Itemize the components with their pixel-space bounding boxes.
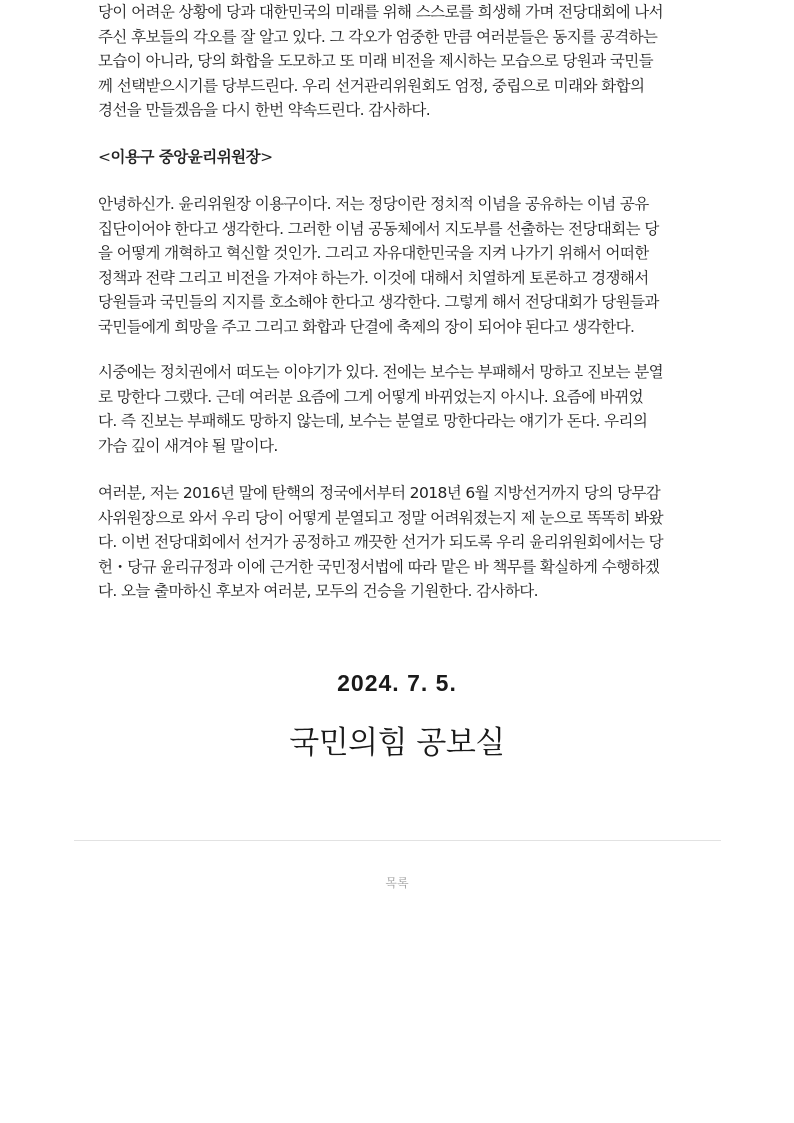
speaker-heading — [98, 145, 273, 169]
text-line: 헌・당규 윤리규정과 이에 근거한 국민정서법에 따라 맡은 바 책무를 확실하게 수행하겠 — [98, 557, 660, 576]
text-line: 경선을 만들겠음을 다시 한번 약속드린다. 감사하다. — [98, 101, 431, 119]
text-line: 께 선택받으시기를 당부드린다. 우리 선거관리위원회도 엄정, 중립으로 미래와 화합의 — [98, 76, 645, 95]
text-line: 당원들과 국민들의 지지를 호소해야 한다고 생각한다. 그렇게 해서 전당대회가 당원들과 — [98, 293, 659, 311]
text-line: 다. 이번 전당대회에서 선거가 공정하고 깨끗한 선거가 되도록 우리 윤리위원회에서는 당 — [98, 533, 664, 551]
text-line: 국민들에게 희망을 주고 그리고 화합과 단결에 축제의 장이 되어야 된다고 생각한다. — [98, 317, 635, 336]
release-date: 2024. 7. 5. — [337, 670, 457, 696]
text-line: 로 망한다 그랬다. 근데 여러분 요즘에 그게 어떻게 바뀌었는지 아시나. 요즘에 바뀌었 — [98, 387, 643, 406]
text-line: 다. 오늘 출마하신 후보자 여러분, 모두의 건승을 기원한다. 감사하다. — [98, 582, 538, 600]
text-line: 모습이 아니라, 당의 화합을 도모하고 또 미래 비전을 제시하는 모습으로 당원과 국민들 — [98, 52, 653, 70]
text-line: 을 어떻게 개혁하고 혁신할 것인가. 그리고 자유대한민국을 지켜 나가기 위해서 어떠한 — [98, 244, 649, 262]
back-to-list-link[interactable]: 목록 — [385, 876, 409, 890]
text-line: 집단이어야 한다고 생각한다. 그러한 이념 공동체에서 지도부를 선출하는 전당대회는 당 — [98, 219, 659, 238]
text-line: 안녕하신가. 윤리위원장 이용구이다. 저는 정당이란 정치적 이념을 공유하는 이념 공유 — [98, 195, 649, 213]
heading-text: 이용구 중앙윤리위원장 — [110, 148, 261, 166]
text-line: 여러분, 저는 2016년 말에 탄핵의 정국에서부터 2018년 6월 지방선거까지 당의 당무감 — [98, 484, 661, 502]
text-line: 시중에는 정치권에서 떠도는 이야기가 있다. 전에는 보수는 부패해서 망하고 진보는 분열 — [98, 363, 664, 381]
text-line: 가슴 깊이 새겨야 될 말이다. — [98, 436, 278, 455]
paragraph — [98, 0, 663, 123]
paragraph — [98, 360, 663, 458]
text-line: 사위원장으로 와서 우리 당이 어떻게 분열되고 정말 어려워졌는지 제 눈으로 똑똑히 봐왔 — [98, 508, 664, 527]
text-line: 정책과 전략 그리고 비전을 가져야 하는가. 이것에 대해서 치열하게 토론하고 경쟁해서 — [98, 268, 649, 287]
paragraph — [98, 481, 663, 604]
heading-close-bracket: > — [260, 148, 273, 166]
heading-open-bracket: < — [98, 148, 111, 166]
text-line: 주신 후보들의 각오를 잘 알고 있다. 그 각오가 엄중한 만큼 여러분들은 동지를 공격하는 — [98, 27, 658, 46]
press-office-name: 국민의힘 공보실 — [289, 725, 505, 761]
text-line: 당이 어려운 상황에 당과 대한민국의 미래를 위해 스스로를 희생해 가며 전당대회에 나서 — [98, 3, 664, 21]
text-line: 다. 즉 진보는 부패해도 망하지 않는데, 보수는 분열로 망한다라는 얘기가 돈다. 우리의 — [98, 412, 648, 430]
divider — [74, 840, 721, 841]
paragraph — [98, 192, 659, 339]
